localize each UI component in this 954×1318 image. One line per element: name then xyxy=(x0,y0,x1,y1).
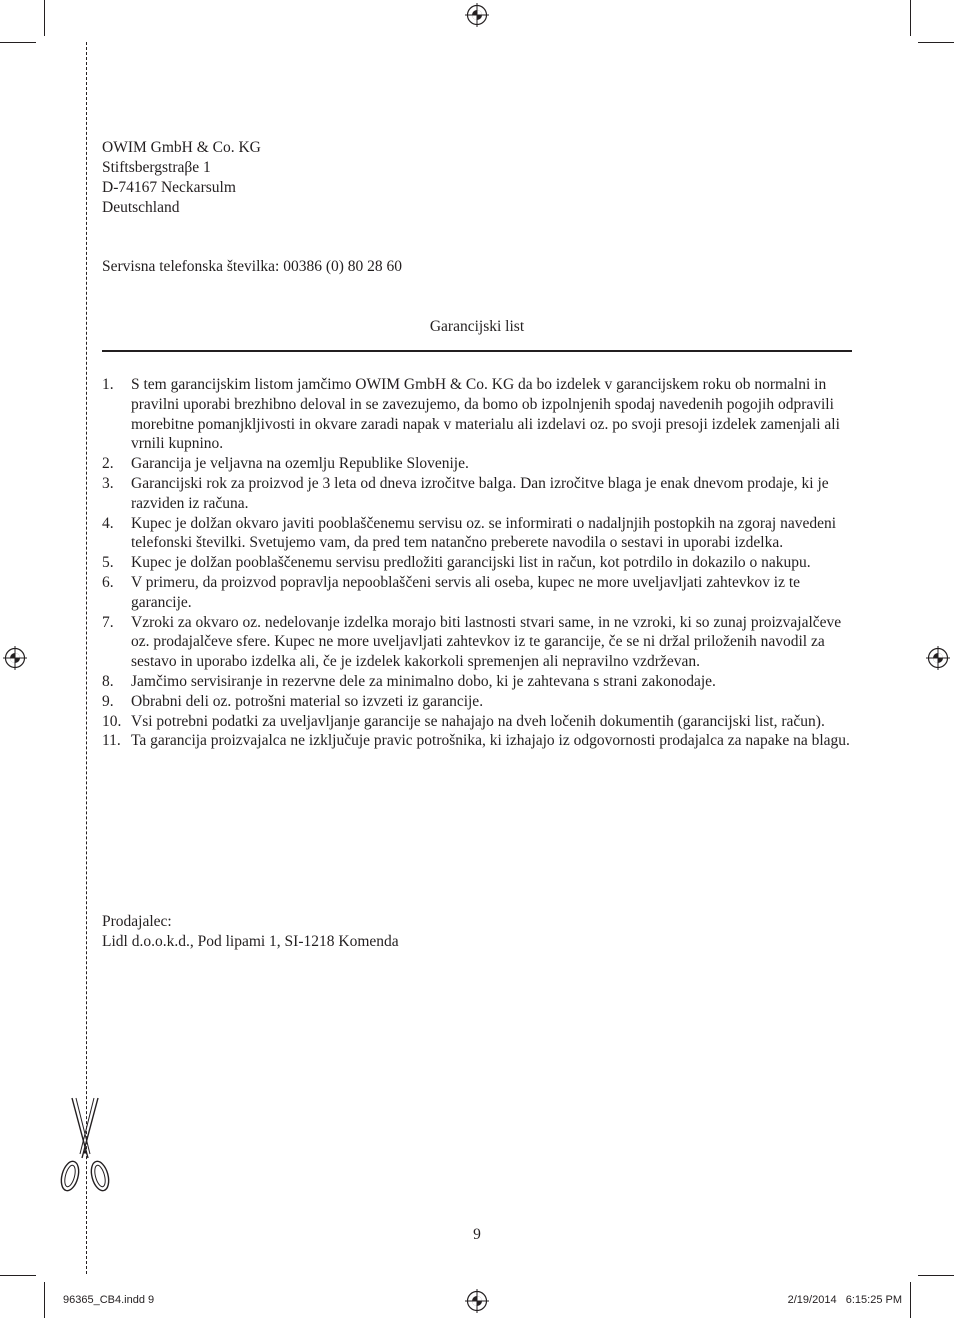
list-item xyxy=(102,454,852,474)
service-phone: Servisna telefonska številka: 00386 (0) 80 28 60 xyxy=(102,258,403,275)
item-text: Garancija je veljavna na ozemlju Republike Slovenije. xyxy=(131,455,469,473)
crop-mark xyxy=(910,0,911,36)
crop-mark xyxy=(0,42,36,43)
manufacturer-address xyxy=(102,138,261,218)
slug-timestamp: 2/19/2014 6:15:25 PM xyxy=(787,1294,902,1306)
list-item xyxy=(102,553,852,573)
item-number: 8. xyxy=(102,672,114,690)
list-item xyxy=(102,474,852,514)
item-text: V primeru, da proizvod popravlja nepooblaščeni servis ali oseba, kupec ne more uveljavljati zahtevkov iz te garancije. xyxy=(131,573,801,611)
item-number: 6. xyxy=(102,573,114,591)
page-number: 9 xyxy=(473,1226,481,1243)
registration-mark-icon xyxy=(465,3,489,27)
registration-mark-icon xyxy=(926,646,950,670)
crop-mark xyxy=(44,0,45,36)
list-item xyxy=(102,375,852,454)
list-item xyxy=(102,731,852,751)
manufacturer-street: Stiftsbergstraβe 1 xyxy=(102,159,211,176)
list-item xyxy=(102,692,852,712)
manufacturer-name: OWIM GmbH & Co. KG xyxy=(102,139,261,156)
item-text: Garancijski rok za proizvod je 3 leta od dneva izročitve balga. Dan izročitve blaga je enak dnevom prodaje, ki je razviden iz računa. xyxy=(131,474,829,512)
item-number: 4. xyxy=(102,514,114,532)
registration-mark-icon xyxy=(465,1289,489,1313)
registration-mark-icon xyxy=(3,646,27,670)
crop-mark xyxy=(44,1282,45,1318)
item-text: Vzroki za okvaro oz. nedelovanje izdelka morajo biti lastnosti stvari same, in ne vzroki, ki so zunaj proizvajalčeve oz. prodajalčeve sfere. Kupec ne more uveljavljati zahtevkov iz te garancije, če se ni držal priloženih navodil za sestavo in uporabo izdelka ali, če je izdelek kakorkoli spremenjen ali nepravilno vzdrževan. xyxy=(131,613,842,671)
item-number: 2. xyxy=(102,455,114,473)
crop-mark xyxy=(910,1282,911,1318)
item-text: Ta garancija proizvajalca ne izključuje pravic potrošnika, ki izhajajo iz odgovornosti prodajalca za napake na blagu. xyxy=(131,732,850,750)
list-item xyxy=(102,573,852,613)
item-number: 3. xyxy=(102,474,114,492)
crop-mark xyxy=(0,1275,36,1276)
list-item xyxy=(102,613,852,672)
item-number: 5. xyxy=(102,554,114,572)
item-text: Kupec je dolžan okvaro javiti pooblaščenemu servisu oz. se informirati o nadaljnjih postopkih na zgoraj navedeni telefonski številki. Svetujemo vam, da pred tem natančno preberete navodila o sestavi in uporabi izdelka. xyxy=(131,514,837,552)
cut-line xyxy=(86,42,87,1274)
item-number: 11. xyxy=(102,732,121,750)
item-number: 9. xyxy=(102,692,114,710)
document-title: Garancijski list xyxy=(429,318,525,335)
list-item xyxy=(102,712,852,732)
item-text: S tem garancijskim listom jamčimo OWIM GmbH & Co. KG da bo izdelek v garancijskem roku ob normalni in pravilni uporabi brezhibno deloval in se zavezujemo, da bomo ob izpolnjenih spodaj navedenih pogojih odpravili morebitne pomanjkljivosti in okvare zaradi napak v materialu ali izdelavi oz. po svoji presoji izdelek zamenjali ali vrnili kupnino. xyxy=(131,376,840,453)
list-item xyxy=(102,514,852,554)
item-number: 7. xyxy=(102,613,114,631)
item-text: Kupec je dolžan pooblaščenemu servisu predložiti garancijski list in račun, kot potrdilo in dokazilo o nakupu. xyxy=(131,554,811,572)
manufacturer-city: D-74167 Neckarsulm xyxy=(102,179,236,196)
warranty-terms-list xyxy=(102,375,852,751)
slug-filename: 96365_CB4.indd 9 xyxy=(63,1294,155,1306)
crop-mark xyxy=(918,1275,954,1276)
seller-value: Lidl d.o.o.k.d., Pod lipami 1, SI-1218 Komenda xyxy=(102,933,399,950)
title-divider xyxy=(102,350,852,352)
item-text: Vsi potrebni podatki za uveljavljanje garancije se nahajajo na dveh ločenih dokumentih (garancijski list, račun). xyxy=(131,712,825,730)
manufacturer-country: Deutschland xyxy=(102,199,180,216)
scissors-icon xyxy=(58,1096,112,1196)
list-item xyxy=(102,672,852,692)
item-text: Jamčimo servisiranje in rezervne dele za minimalno dobo, ki je zahtevana s strani zakonodaje. xyxy=(131,672,716,690)
item-number: 1. xyxy=(102,376,114,393)
item-number: 10. xyxy=(102,712,122,730)
crop-mark xyxy=(918,42,954,43)
seller-block xyxy=(102,912,399,952)
seller-label: Prodajalec: xyxy=(102,913,172,930)
item-text: Obrabni deli oz. potrošni material so izvzeti iz garancije. xyxy=(131,692,484,710)
